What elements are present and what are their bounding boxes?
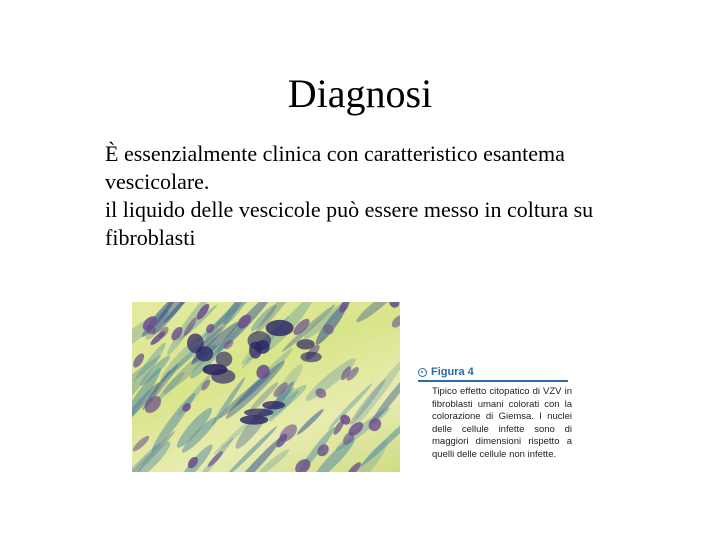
paragraph-diagnosis: È essenzialmente clinica con caratteristico esantema vescicolare. (105, 141, 565, 194)
infected-cell (187, 334, 204, 354)
slide-title: Diagnosi (287, 71, 433, 116)
infected-cell (240, 415, 268, 424)
infected-cell (248, 331, 272, 350)
infected-cell (296, 339, 314, 349)
cell-nucleus (132, 434, 151, 453)
caption-header (418, 366, 568, 382)
infected-cell (203, 364, 228, 375)
infected-cell (244, 409, 273, 417)
micrograph-image (132, 302, 400, 472)
figure-bullet-icon (418, 368, 427, 377)
figure-caption (418, 366, 578, 461)
cell-nucleus (390, 313, 400, 330)
infected-cell (266, 320, 294, 336)
infected-cell (262, 401, 285, 409)
infected-cell (300, 352, 321, 363)
slide-body (105, 140, 665, 252)
cell-streak (295, 407, 325, 436)
cell-nucleus (388, 302, 400, 309)
paragraph-culture: il liquido delle vescicole può essere messo in coltura su fibroblasti (105, 197, 594, 250)
caption-label: Figura 4 (431, 366, 474, 378)
caption-text: Tipico effetto citopatico di VZV in fibroblasti umani colorati con la colorazione di Giemsa. I nuclei delle cellule infette sono di maggiori dimensioni rispetto a quelli delle cellule non infette. (432, 386, 572, 460)
